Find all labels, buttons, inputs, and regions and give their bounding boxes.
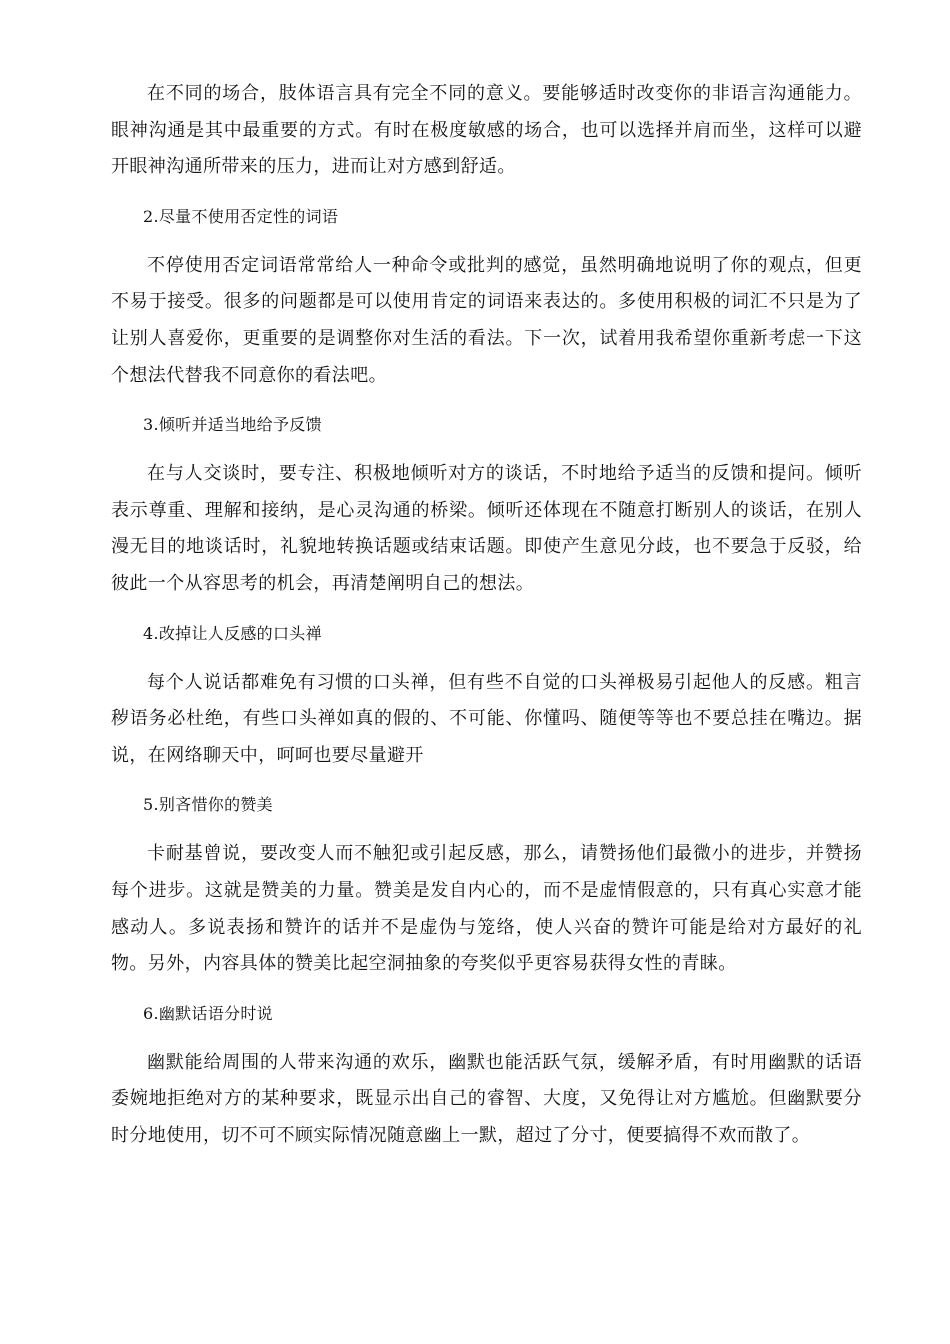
paragraph-catchphrase: 每个人说话都难免有习惯的口头禅，但有些不自觉的口头禅极易引起他人的反感。粗言秽语务必杜绝，有些口头禅如真的假的、不可能、你懂吗、随便等等也不要总挂在嘴边。据说，在网络聊天中，呵呵也要尽量避开	[111, 671, 862, 766]
spacer	[111, 603, 862, 616]
section-heading-6: 6.幽默话语分时说	[143, 1003, 273, 1023]
spacer	[111, 186, 862, 199]
paragraph-humor: 幽默能给周围的人带来沟通的欢乐，幽默也能活跃气氛，缓解矛盾，有时用幽默的话语委婉地拒绝对方的某种要求，既显示出自己的睿智、大度，又免得让对方尴尬。但幽默要分时分地使用，切不可不顾实际情况随意幽上一默，超过了分寸，便要搞得不欢而散了。	[111, 1051, 862, 1146]
spacer	[111, 652, 862, 665]
spacer	[111, 394, 862, 407]
section-heading-5: 5.别吝惜你的赞美	[143, 795, 273, 815]
paragraph-negative-words: 不停使用否定词语常常给人一种命令或批判的感觉，虽然明确地说明了你的观点，但更不易于接受。很多的问题都是可以使用肯定的词语来表达的。多使用积极的词汇不只是为了让别人喜爱你，更重要的是调整你对生活的看法。下一次，试着用我希望你重新考虑一下这个想法代替我不同意你的看法吧。	[111, 254, 862, 386]
spacer	[111, 823, 862, 836]
section-heading-3: 3.倾听并适当地给予反馈	[143, 415, 322, 435]
spacer	[111, 774, 862, 787]
paragraph-listening: 在与人交谈时，要专注、积极地倾听对方的谈话，不时地给予适当的反馈和提问。倾听表示尊重、理解和接纳，是心灵沟通的桥梁。倾听还体现在不随意打断别人的谈话，在别人漫无目的地谈话时，礼貌地转换话题或结束话题。即使产生意见分歧，也不要急于反驳，给彼此一个从容思考的机会，再清楚阐明自己的想法。	[111, 463, 862, 594]
spacer	[111, 983, 862, 996]
spacer	[111, 235, 862, 248]
section-heading-2: 2.尽量不使用否定性的词语	[143, 206, 339, 226]
section-heading-4: 4.改掉让人反感的口头禅	[143, 623, 322, 643]
paragraph-praise: 卡耐基曾说，要改变人而不触犯或引起反感，那么，请赞扬他们最微小的进步，并赞扬每个进步。这就是赞美的力量。赞美是发自内心的，而不是虚情假意的，只有真心实意才能感动人。多说表扬和赞许的话并不是虚伪与笼络，使人兴奋的赞许可能是给对方最好的礼物。另外，内容具体的赞美比起空洞抽象的夸奖似乎更容易获得女性的青睐。	[111, 843, 862, 975]
paragraph-body-language: 在不同的场合，肢体语言具有完全不同的意义。要能够适时改变你的非语言沟通能力。眼神沟通是其中最重要的方式。有时在极度敏感的场合，也可以选择并肩而坐，这样可以避开眼神沟通所带来的压力，进而让对方感到舒适。	[111, 83, 862, 178]
spacer	[111, 1032, 862, 1045]
spacer	[111, 443, 862, 456]
